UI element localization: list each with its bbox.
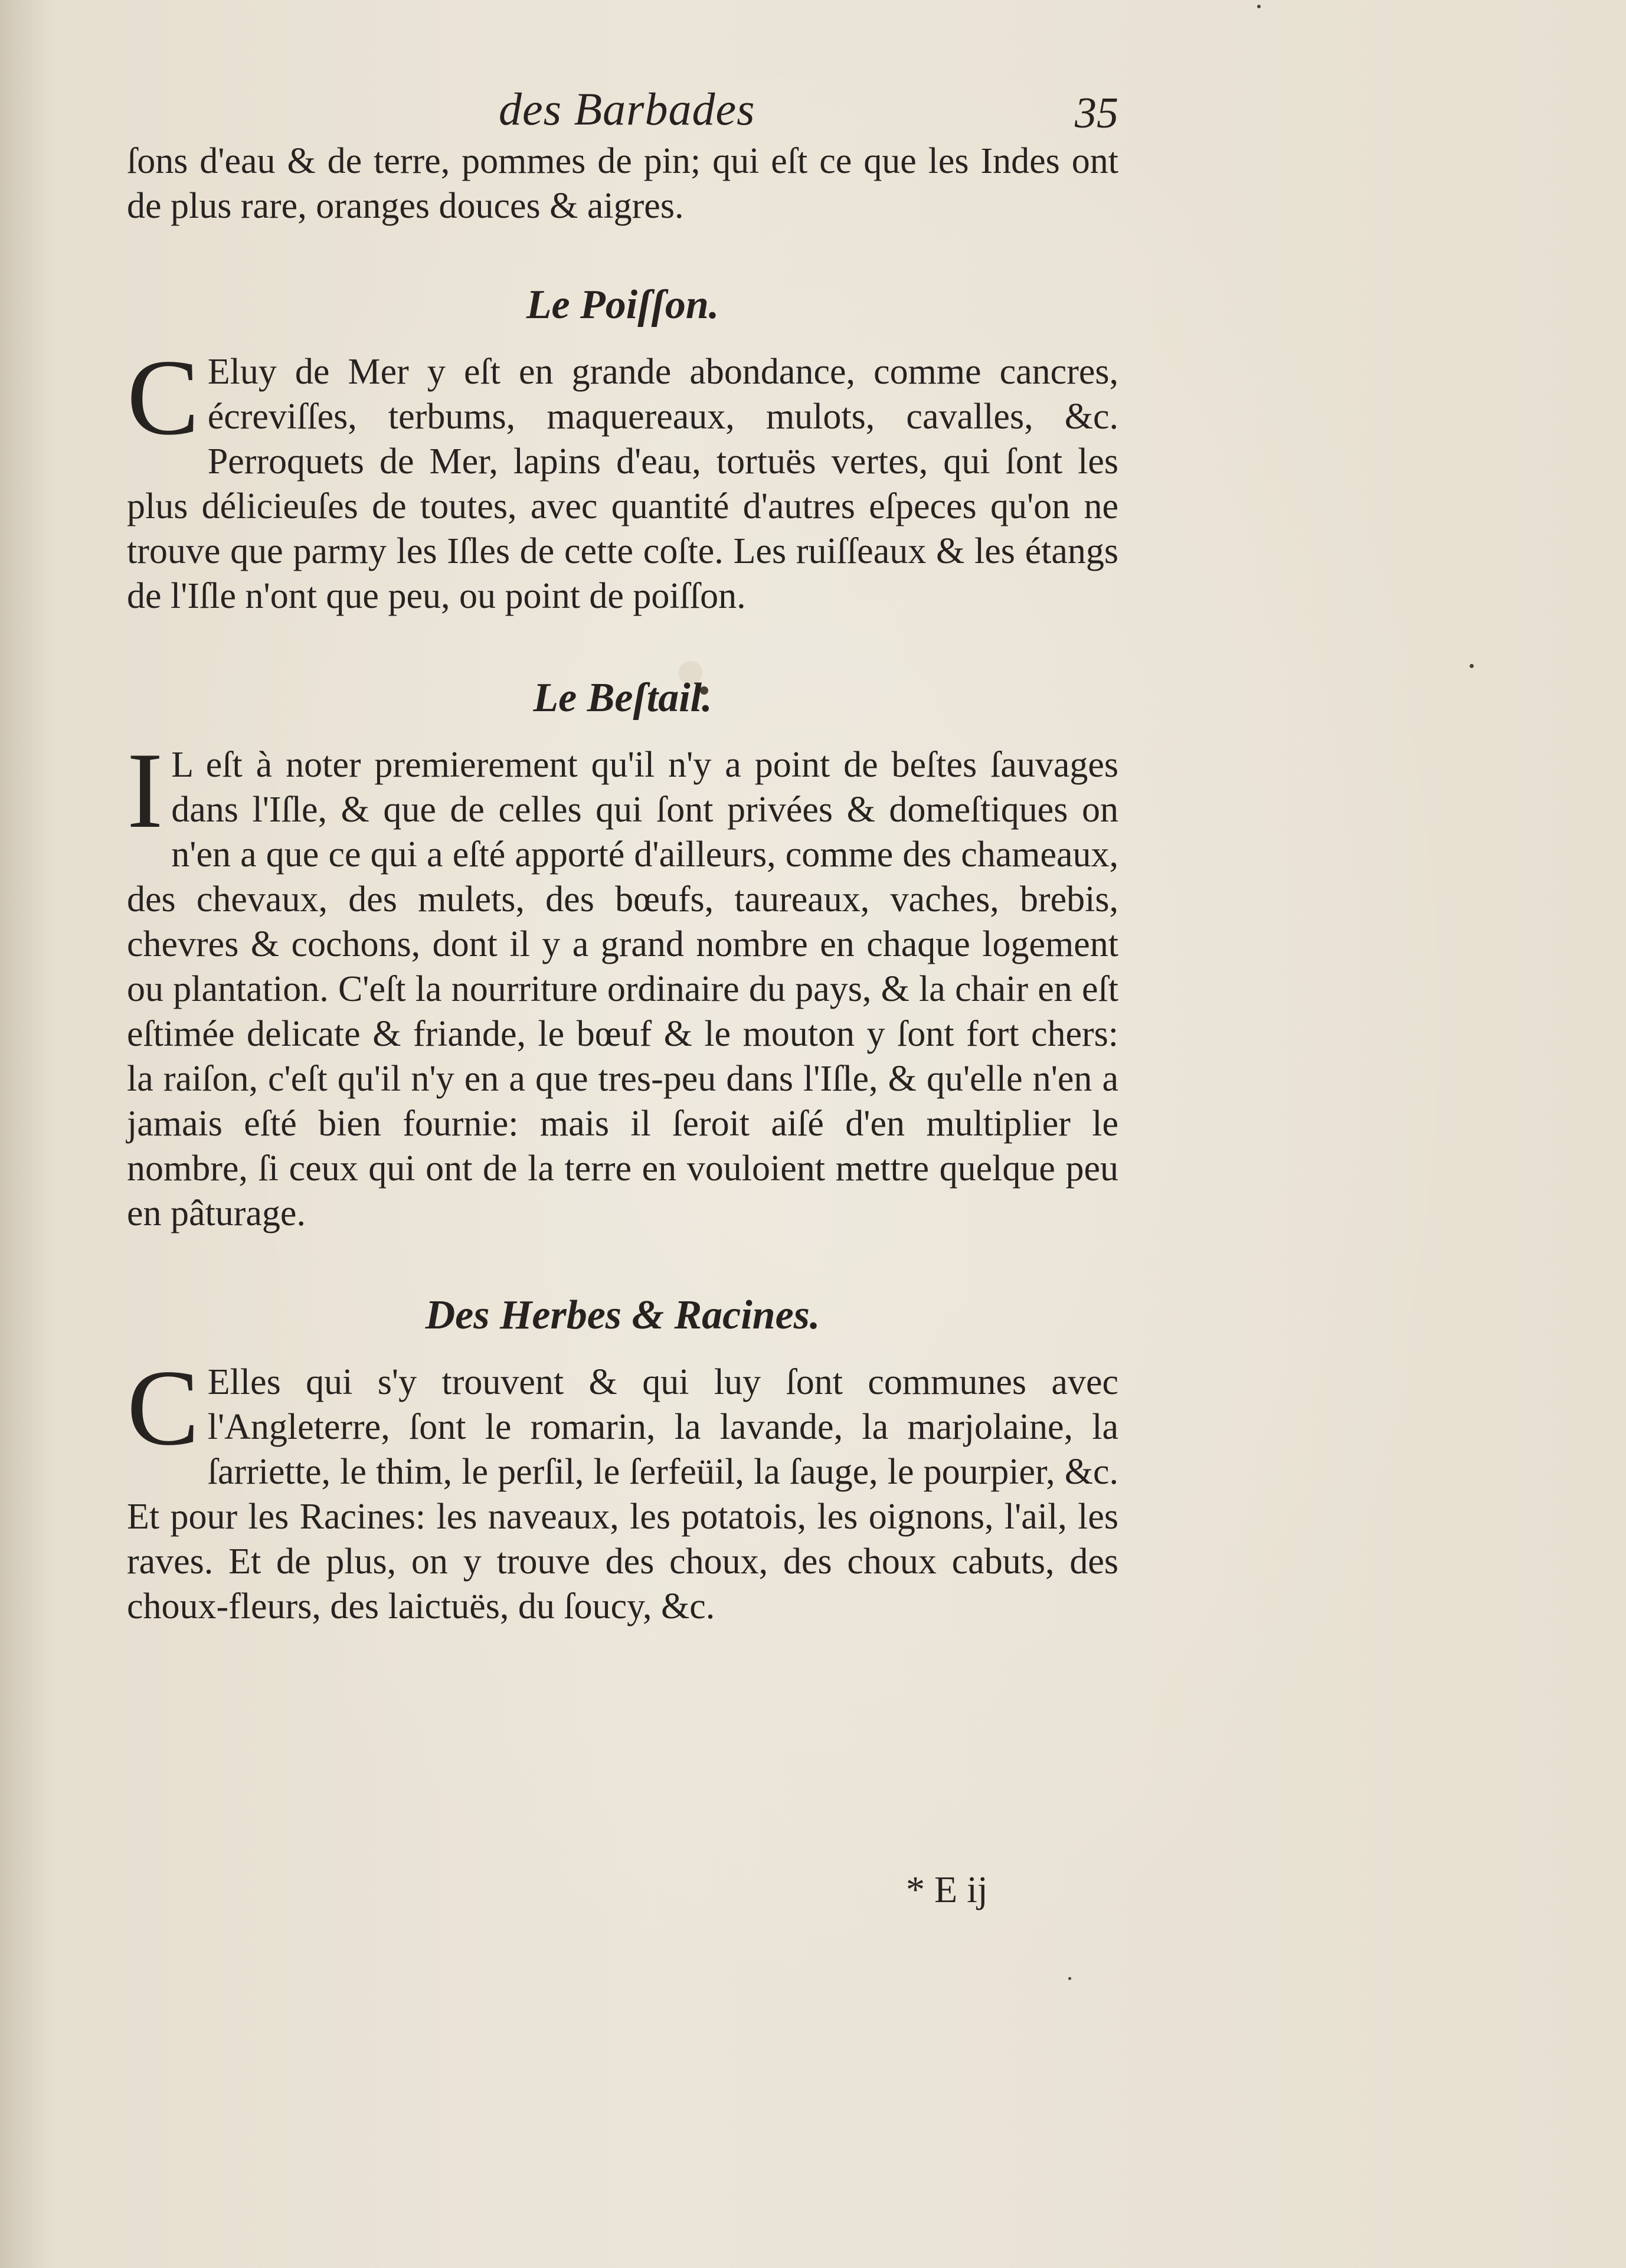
drop-cap: C [127, 1347, 199, 1468]
section-heading: Le Poiſſon. [526, 282, 719, 328]
spine-shadow [0, 0, 53, 2268]
section-herbs [127, 1347, 1118, 1629]
page-number: 35 [1075, 89, 1118, 138]
section-paragraph: Elles qui s'y trouvent & qui luy ſont communes avec l'Angleterre, ſont le romarin, la lavande, la marjolaine, la ſarriette, le thim, le perſil, le ſerfeüil, la ſauge, le pourpier, &c. Et pour les Racines: les naveaux, les potatois, les oignons, l'ail, les raves. Et de plus, on y trouve des choux, des choux cabuts, des choux-fleurs, des laictuës, du ſoucy, &c. [127, 1362, 1118, 1626]
intro-paragraph: ſons d'eau & de terre, pommes de pin; qui eſt ce que les Indes ont de plus rare, oranges douces & aigres. [127, 141, 1118, 226]
drop-cap: C [127, 337, 199, 457]
ink-speck [1068, 1977, 1071, 1980]
ink-speck [1257, 5, 1261, 8]
section-paragraph: Eluy de Mer y eſt en grande abondance, comme cancres, écreviſſes, terbums, maquereaux, mulots, cavalles, &c. Perroquets de Mer, lapins d'eau, tortuës vertes, qui ſont les plus délicieuſes de toutes, avec quantité d'autres eſpeces qu'on ne trouve que parmy les Iſles de cette coſte. Les ruiſſeaux & les étangs de l'Iſle n'ont que peu, ou point de poiſſon. [127, 352, 1118, 616]
drop-cap: I [127, 730, 163, 850]
section-livestock [127, 730, 1118, 1236]
section-fish [127, 337, 1118, 618]
signature-mark: * E ij [906, 1868, 988, 1910]
section-paragraph: L eſt à noter premierement qu'il n'y a point de beſtes ſauvages dans l'Iſle, & que de celles qui ſont privées & domeſtiques on n'en a que ce qui a eſté apporté d'ailleurs, comme des chameaux, des chevaux, des mulets, des bœufs, taureaux, vaches, brebis, chevres & cochons, dont il y a grand nombre en chaque logement ou plantation. C'eſt la nourriture ordinaire du pays, & la chair en eſt eſtimée delicate & friande, le bœuf & le mouton y ſont fort chers: la raiſon, c'eſt qu'il n'y en a que tres-peu dans l'Iſle, & qu'elle n'en a jamais eſté bien fournie: mais il ſeroit aiſé d'en multiplier le nombre, ſi ceux qui ont de la terre en vouloient mettre quelque peu en pâturage. [127, 745, 1118, 1233]
running-title: des Barbades [499, 83, 755, 135]
text-block [127, 139, 1118, 1629]
section-heading: Le Beſtail. [533, 675, 712, 721]
section-heading: Des Herbes & Racines. [425, 1292, 820, 1338]
ink-speck [1470, 664, 1474, 668]
running-head [127, 83, 1118, 148]
